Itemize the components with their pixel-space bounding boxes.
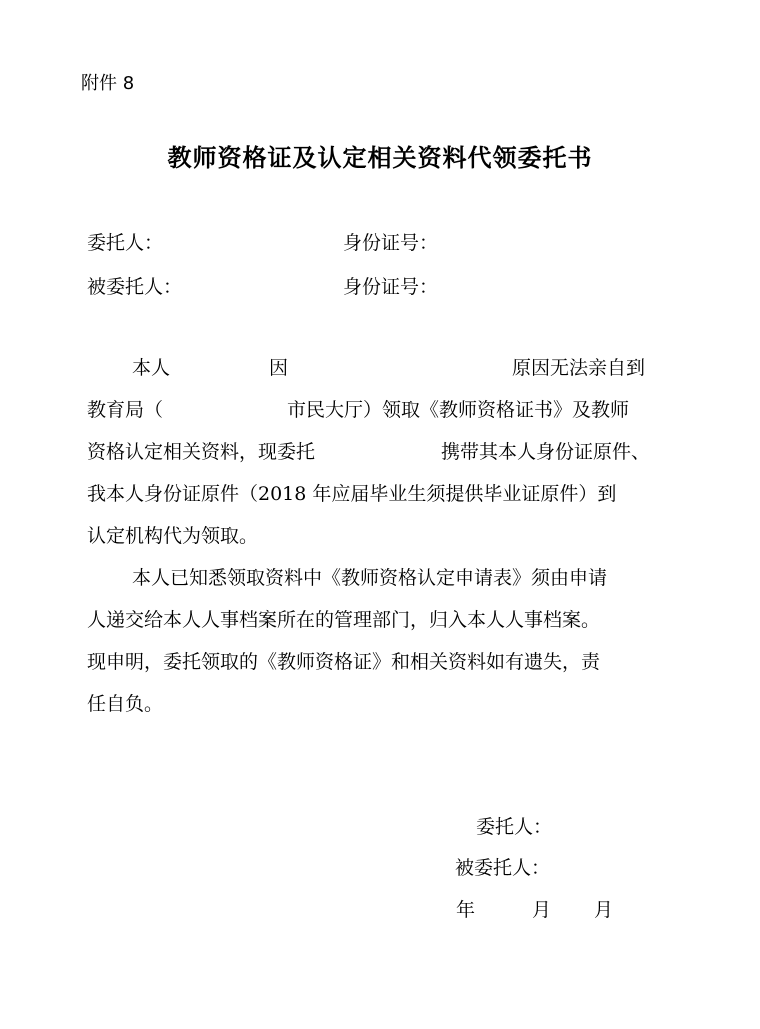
- principal-id-label: 身份证号：: [343, 232, 439, 254]
- paragraph-1-line-3-a: 资格认定相关资料，现委托: [87, 441, 316, 463]
- paragraph-2-line-3: 现申明，委托领取的《教师资格证》和相关资料如有遗失，责: [87, 651, 601, 673]
- paragraph-1-line-2-b: 市民大厅）领取《教师资格证书》及教师: [287, 399, 630, 421]
- agent-label: 被委托人：: [87, 276, 183, 298]
- attachment-number: 附件 8: [81, 73, 135, 94]
- paragraph-1-line-1-c: 原因无法亲自到: [512, 357, 646, 379]
- paragraph-1-line-3-b: 携带其本人身份证原件、: [441, 441, 651, 463]
- date-month-label: 月: [532, 899, 552, 921]
- paragraph-2-line-1: 本人已知悉领取资料中《教师资格认定申请表》须由申请: [132, 567, 608, 589]
- paragraph-2-line-4: 任自负。: [87, 693, 164, 715]
- signature-agent-label: 被委托人：: [455, 857, 551, 879]
- paragraph-1-line-1-a: 本人: [132, 357, 171, 379]
- agent-id-label: 身份证号：: [343, 276, 439, 298]
- paragraph-1-line-2-a: 教育局（: [87, 399, 164, 421]
- principal-label: 委托人：: [87, 232, 164, 254]
- document-title: 教师资格证及认定相关资料代领委托书: [167, 144, 593, 172]
- date-year-label: 年: [456, 899, 476, 921]
- signature-principal-label: 委托人：: [476, 816, 553, 838]
- paragraph-1-line-4: 我本人身份证原件（2018 年应届毕业生须提供毕业证原件）到: [87, 483, 617, 505]
- paragraph-1-line-5: 认定机构代为领取。: [87, 525, 259, 547]
- paragraph-2-line-2: 人递交给本人人事档案所在的管理部门，归入本人人事档案。: [87, 609, 601, 631]
- paragraph-1-line-1-b: 因: [269, 357, 289, 379]
- date-day-label: 月: [594, 899, 614, 921]
